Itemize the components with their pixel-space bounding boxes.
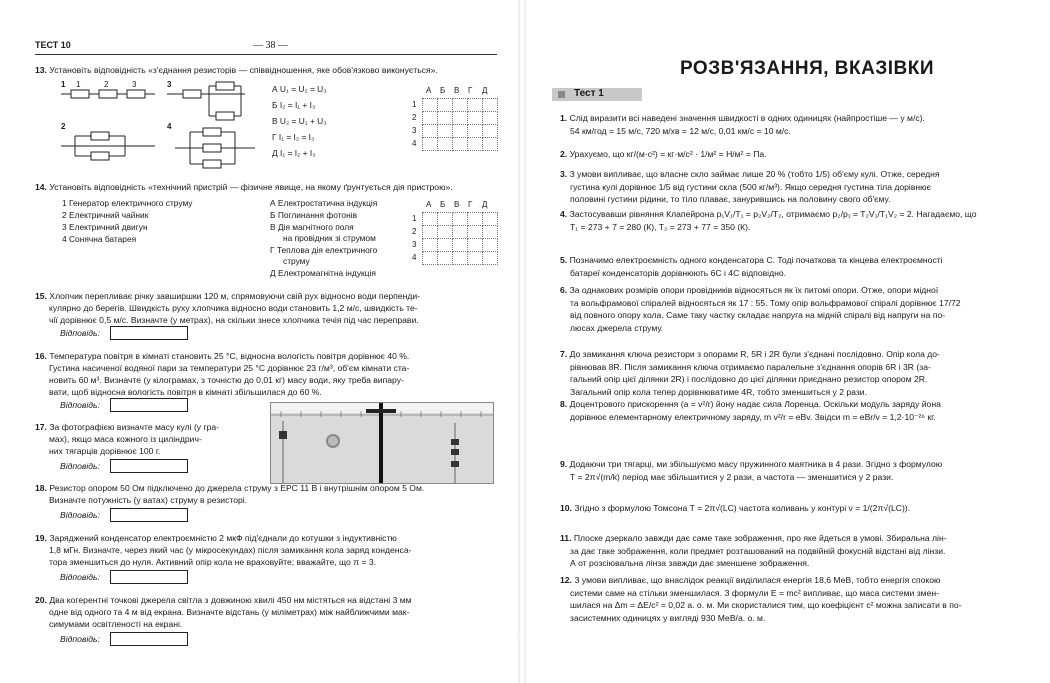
test-1-band — [552, 88, 1040, 101]
solution-number: 6. — [560, 285, 570, 295]
q17-answer-box[interactable] — [110, 459, 188, 473]
solution-line: густина кулі дорівнює 1/5 від густини скла (500 кг/м³). Якщо середня густина тіла дорівнює — [570, 181, 931, 192]
page-gutter — [518, 0, 526, 683]
solution-line: T = 2π√(m/k) період має збільшитися у 2 рази, а частота — зменшитися у 2 рази. — [570, 471, 894, 482]
q13-option: Г I₁ = I₂ = I₃ — [272, 132, 315, 142]
resistor-circuits-diagram — [55, 78, 270, 178]
solution-line: 1. Слід виразити всі наведені значення швидкості в одних одиницях (найпростіше — у м/с). — [560, 113, 925, 123]
solutions-title: РОЗВ'ЯЗАННЯ, ВКАЗІВКИ — [680, 58, 934, 79]
solution-line: від повного опору кола. Саме таку частку складає напруга на мідній спіралі від напруги на по- — [570, 310, 946, 320]
q13-answer-grid[interactable] — [422, 98, 498, 151]
resistor-label: 3 — [132, 80, 137, 89]
page-number: — 38 — — [253, 40, 288, 51]
solution-number: 11. — [560, 533, 574, 543]
q13-option: В U₂ = U₁ + U₃ — [272, 116, 327, 126]
solution-line: 5. Позначимо електроємність одного конденсатора C. Тоді початкова та кінцева електроємності — [560, 255, 943, 265]
solution-line: 10. Згідно з формулою Томсона T = 2π√(LC) частота коливань у контурі ν = 1/(2π√(LC)). — [560, 503, 911, 513]
solution-line: батареї конденсаторів дорівнюють 6C і 4C відповідно. — [570, 267, 787, 278]
left-page: ТЕСТ 10 — 38 — 13. Установіть відповідність «з'єднання резисторів — співвідношення, яке обов'язково виконується». 1 2 3 4 1 2 3 А U₁ = U₂ = U₃ Б I₂ = I₁ + I₃ В U₂ = U₁ + U₃ Г I₁ = I₂ = I₃ Д I₁ = I₂ + I₃ А Б В Г Д 1 2 3 4 14. Установіть відповідність «технічний пристрій — фізичне явище, на якому ґрунтується дія пристрою». 1 Генератор електричного струму 2 Електричний чайник 3 Електричний двигун 4 Сонячна батарея А Електростатична індукція Б Поглинання фотонів В Дія магнітного поля на провідник зі струмом Г Теплова дія електричного струму Д Електромагнітна індукція А Б В Г Д 1 2 3 4 15. Хлопчик перепливає річку завширшки 120 м, спрямовуючи свій рух відносно води перпенди- кулярно до берегів. Швидкість руху хлопчика відносно води становить 1,2 м/с, швидкість те- чії дорівнює 0,5 м/с. Визначте (у метрах), на скільки знесе хлопчика течія під час переправи. Відповідь: 16. Температура повітря в кімнаті становить 25 °С, відносна вологість повітря дорівнює 40 %. Густина насиченої водяної пари за температури 25 °С дорівнює 23 г/м³, об'єм кімнати ста- новить 60 м³. Визначте (у кілограмах, з точністю до 0,01 кг) масу води, яку треба випару- вати, щоб відносна вологість повітря в кімнаті збільшилася до 60 %. Відповідь: 17. За фотографією визначте масу кулі (у гра- мах), якщо маса кожного із циліндрич- них тягарців дорівнює 100 г. Відповідь: 18. Резистор опором 50 Ом підключено до джерела струму з ЕРС 11 В і внутрішнім опором 5 Ом. Визначте потужність (у ватах) струму в резисторі. Відповідь: 19. Заряджений конденсатор електроємністю 2 мкФ під'єднали до котушки з індуктивністю 1,8 мГн. Визначте, через який час (у мікросекундах) після замикання кола заряд конденса- тора зменшиться до нуля. Активний опір кола не враховуйте; вважайте, що π = 3. Відповідь: 20. Два когерентні точкові джерела світла з довжиною хвилі 450 нм містяться на відстані 3 мм одне від одного та 4 м від екрана. Визначте відстань (у міліметрах) між найближчими мак- симумами освітленості на екрані. Відповідь: — [0, 0, 515, 683]
question-13-text: Установіть відповідність «з'єднання резисторів — співвідношення, яке обов'язково виконується». — [49, 65, 438, 75]
solution-line: та вольфрамової спіралей відносяться як 17 : 55. Тому опір вольфрамової спіралі дорівнює 17/72 — [570, 297, 961, 308]
solution-item — [560, 208, 1035, 233]
page-header — [35, 40, 497, 55]
solution-line: T₁ = 273 + 7 = 280 (К), T₂ = 273 + 77 = 350 (К). — [570, 221, 751, 232]
solution-line: Загальний опір кола тепер дорівнюватиме 4R, тобто зменшиться у 2 рази. — [570, 386, 867, 397]
answer-label: Відповідь: — [60, 461, 100, 471]
balance-photo — [270, 402, 494, 484]
question-20: 20. Два когерентні точкові джерела світла з довжиною хвилі 450 нм містяться на відстані 3 мм одне від одного та 4 м від екрана. Визначте відстань (у міліметрах) між найближчими мак- симумами освітленості на екрані. — [35, 595, 412, 629]
circuit-1-number: 1 — [61, 80, 66, 89]
question-15: 15. Хлопчик перепливає річку завширшки 120 м, спрямовуючи свій рух відносно води перпенди- кулярно до берегів. Швидкість руху хлопчика відносно води становить 1,2 м/с, швидкість те- чії дорівнює 0,5 м/с. Визначте (у метрах), на скільки знесе хлопчика течія під час переправи. — [35, 291, 420, 325]
right-page — [530, 0, 1050, 683]
solution-line: дорівнює елементарному електричному заряду, m v²/r = eBv. Звідси m = eBr/v = 1,2·10⁻²⁶ кг. — [570, 411, 936, 422]
square-bullet-icon — [558, 91, 565, 98]
resistor-label: 2 — [104, 80, 109, 89]
solution-line: рівнював 8R. Після замикання ключа отримаємо паралельне з'єднання опорів 6R і 3R (за- — [570, 361, 931, 372]
answer-label: Відповідь: — [60, 572, 100, 582]
solution-number: 2. — [560, 149, 570, 159]
circuit-3-number: 3 — [167, 80, 172, 89]
q13-option: А U₁ = U₂ = U₃ — [272, 84, 327, 94]
question-17: 17. За фотографією визначте масу кулі (у гра- мах), якщо маса кожного із циліндрич- них тягарців дорівнює 100 г. — [35, 422, 220, 456]
solution-line: 54 км/год = 15 м/с, 720 м/хв = 12 м/с, 0,01 км/с = 10 м/с. — [570, 125, 791, 136]
question-16: 16. Температура повітря в кімнаті становить 25 °С, відносна вологість повітря дорівнює 40 %. Густина насиченої водяної пари за температури 25 °С дорівнює 23 г/м³, об'єм кімнати ста- новить 60 м³. Визначте (у кілограмах, з точністю до 0,01 кг) масу води, яку треба випару- вати, щоб відносна вологість повітря в кімнаті збільшилася до 60 %. — [35, 351, 410, 397]
solution-line: засистемних одиницях у вигляді 930 МеВ/а. о. м. — [570, 612, 766, 623]
solution-line: половині густини рідини, то тіло плаває, занурившись на половину свого об'єму. — [570, 194, 891, 204]
solution-line: 8. Доцентрового прискорення (a = v²/r) йону надає сила Лоренца. Оскільки модуль заряду йона — [560, 399, 941, 409]
solution-line: 2. Урахуємо, що кг/(м·с²) = кг·м/с² · 1/м² = Н/м² = Па. — [560, 149, 767, 159]
question-18: 18. Резистор опором 50 Ом підключено до джерела струму з ЕРС 11 В і внутрішнім опором 5 Ом. Визначте потужність (у ватах) струму в резисторі. — [35, 483, 425, 505]
q13-option: Д I₁ = I₂ + I₃ — [272, 148, 316, 158]
question-13: 13. Установіть відповідність «з'єднання резисторів — співвідношення, яке обов'язково виконується». — [35, 65, 438, 75]
answer-label: Відповідь: — [60, 400, 100, 410]
solution-line: А от розсіювальна лінза завжди дає зменшене зображення. — [570, 558, 810, 568]
solution-line: 12. З умови випливає, що внаслідок реакції виділилася енергія 18,6 МеВ, тобто енергія спокою — [560, 575, 941, 585]
solution-line: шилася на Δm = ΔE/c² = 0,02 а. о. м. Ми скористалися тим, що коефіцієнт c² можна записати в по- — [570, 600, 962, 610]
solution-item — [560, 168, 1035, 206]
circuit-2-number: 2 — [61, 122, 66, 131]
test-label: ТЕСТ 10 — [35, 40, 71, 50]
q20-answer-box[interactable] — [110, 632, 188, 646]
q14-answer-grid[interactable] — [422, 212, 498, 265]
solution-number: 1. — [560, 113, 570, 123]
answer-label: Відповідь: — [60, 634, 100, 644]
solution-item — [560, 148, 1035, 161]
q15-answer-box[interactable] — [110, 326, 188, 340]
solution-item — [560, 398, 1035, 423]
solution-number: 3. — [560, 169, 570, 179]
solution-item — [560, 112, 1035, 137]
solution-number: 8. — [560, 399, 570, 409]
test-1-label: Тест 1 — [574, 88, 604, 99]
solution-number: 10. — [560, 503, 575, 513]
solution-line: 7. До замикання ключа резистори з опорами R, 5R і 2R були з'єднані послідовно. Опір кола до- — [560, 349, 940, 359]
solution-number: 5. — [560, 255, 570, 265]
solution-line: 9. Додаючи три тягарці, ми збільшуємо масу пружинного маятника в 4 рази. Згідно з формулою — [560, 459, 943, 469]
solution-item — [560, 574, 1035, 624]
q13-option: Б I₂ = I₁ + I₃ — [272, 100, 316, 110]
solution-item — [560, 532, 1035, 570]
resistor-label: 1 — [76, 80, 81, 89]
solution-item — [560, 458, 1035, 483]
solution-line: люсах джерела струму. — [570, 322, 664, 333]
solution-item — [560, 284, 1035, 334]
answer-label: Відповідь: — [60, 510, 100, 520]
solution-line: 4. Застосувавши рівняння Клапейрона p₁V₁/T₁ = p₂V₂/T₂, отримаємо p₂/p₁ = T₂V₁/T₁V₂ = 2. Нагадаємо, що — [560, 209, 977, 219]
q18-answer-box[interactable] — [110, 508, 188, 522]
solution-item — [560, 348, 1035, 398]
solution-item — [560, 502, 1035, 515]
q16-answer-box[interactable] — [110, 398, 188, 412]
solution-number: 9. — [560, 459, 570, 469]
question-14: 14. Установіть відповідність «технічний пристрій — фізичне явище, на якому ґрунтується дія пристрою». — [35, 182, 453, 192]
solution-item — [560, 254, 1035, 279]
solution-number: 12. — [560, 575, 575, 585]
solution-line: 3. З умови випливає, що власне скло займає лише 20 % (тобто 1/5) об'єму кулі. Отже, середня — [560, 169, 940, 179]
solution-line: гальний опір цієї ділянки 2R) і послідовно до цієї ділянки приєднано резистор опором 2R. — [570, 374, 928, 384]
solution-line: за дає таке зображення, коли предмет розташований на подвійній фокусній відстані від лінзи. — [570, 545, 946, 556]
solution-number: 4. — [560, 209, 570, 219]
circuit-4-number: 4 — [167, 122, 172, 131]
solution-line: системи саме на стільки зменшилася. З формули E = mc² випливає, що маса системи змен- — [570, 587, 939, 598]
q19-answer-box[interactable] — [110, 570, 188, 584]
answer-label: Відповідь: — [60, 328, 100, 338]
solution-line: 6. За однакових розмірів опори провідників відносяться як їх питомі опори. Отже, опори мідної — [560, 285, 939, 295]
solution-number: 7. — [560, 349, 570, 359]
solution-line: 11. Плоске дзеркало завжди дає саме таке зображення, про яке йдеться в умові. Збиральна лін- — [560, 533, 947, 543]
question-19: 19. Заряджений конденсатор електроємністю 2 мкФ під'єднали до котушки з індуктивністю 1,8 мГн. Визначте, через який час (у мікросекундах) після замикання кола заряд конденса- тора зменшиться до нуля. Активний опір кола не враховуйте; вважайте, що π = 3. — [35, 533, 412, 567]
